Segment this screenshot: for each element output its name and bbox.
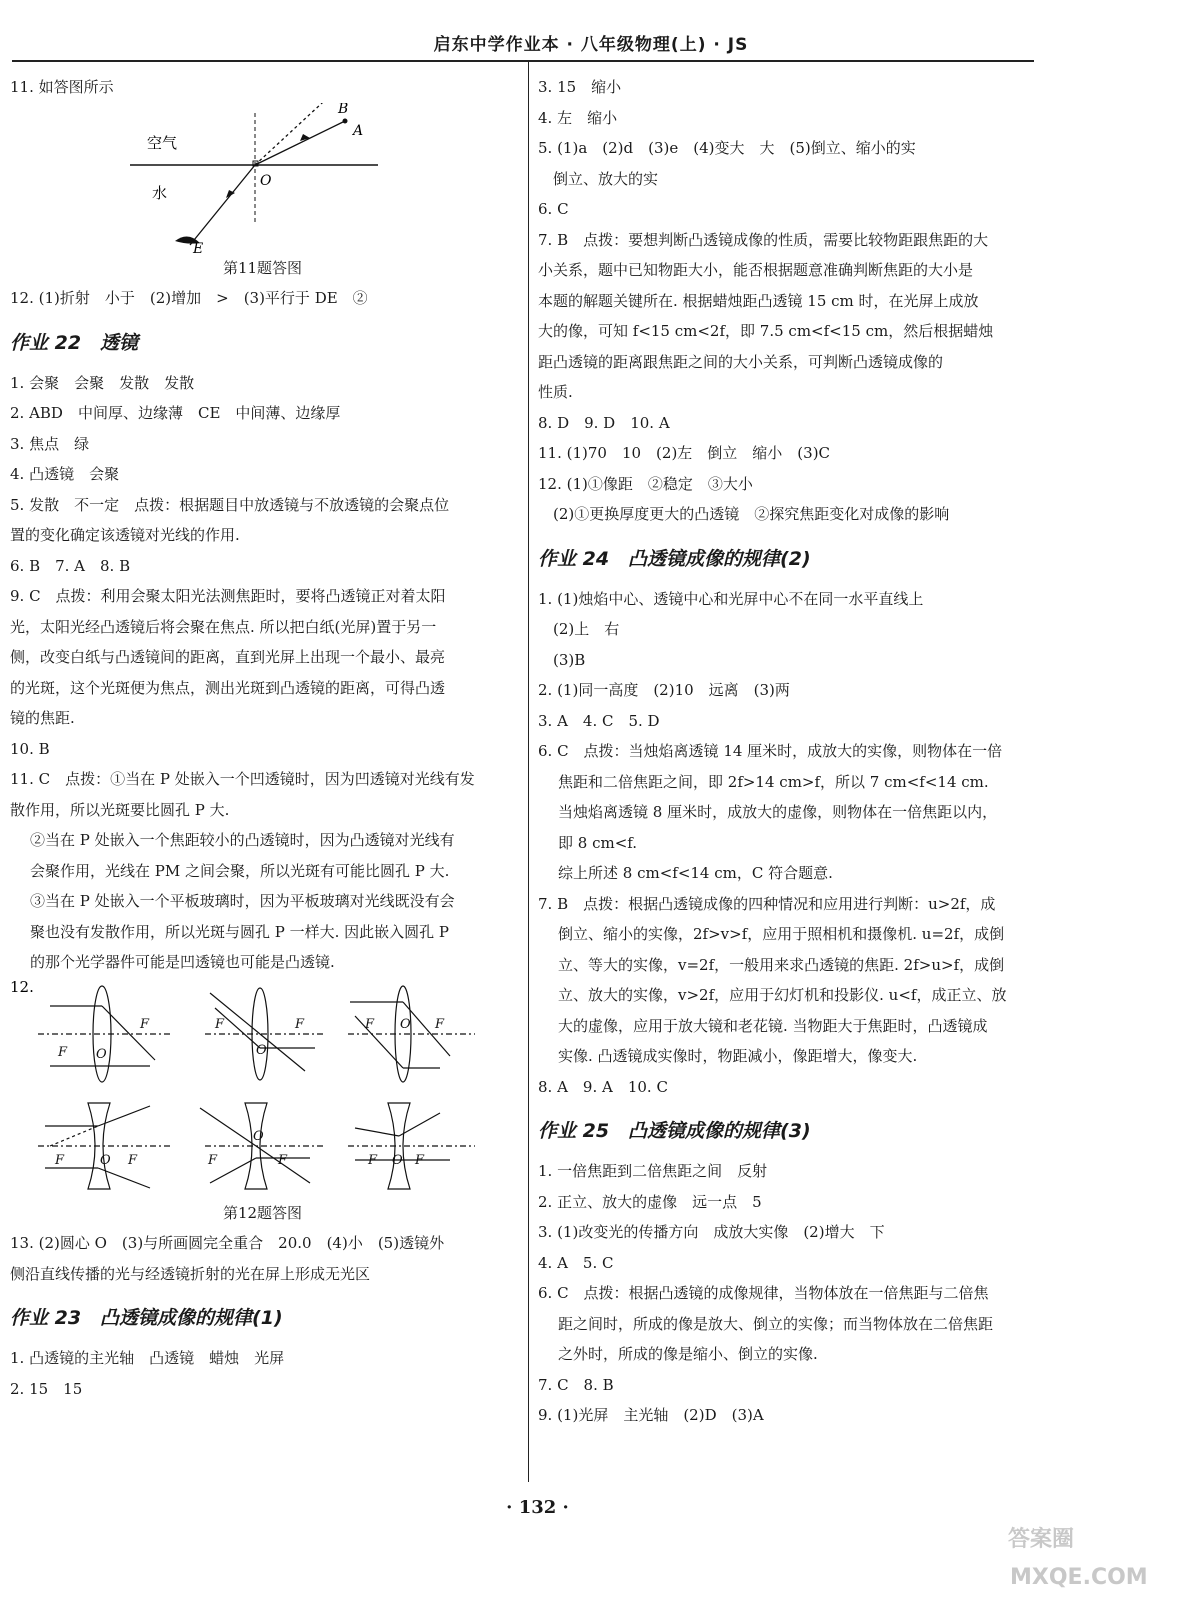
svg-text:O: O [100,1152,111,1168]
svg-text:O: O [253,1128,264,1144]
svg-text:F: F [368,1152,378,1168]
svg-text:F: F [140,1016,150,1032]
label-o: O [260,172,272,189]
s23b-line: 距凸透镜的距离跟焦距之间的大小关系，可判断凸透镜成像的 [538,352,944,371]
s25-line: 之外时，所成的像是缩小、倒立的实像. [558,1345,818,1363]
s22-line: 5. 发散 不一定 点拨：根据题目中放透镜与不放透镜的会聚点位 [10,495,450,514]
s23-line: 1. 凸透镜的主光轴 凸透镜 蜡烛 光屏 [10,1349,285,1367]
s22-line: 9. C 点拨：利用会聚太阳光法测焦距时，要将凸透镜正对着太阳 [10,587,446,605]
s24-line: 立、放大的实像，v>2f，应用于幻灯机和投影仪. u<f，成正立、放 [558,986,1007,1004]
q12-answer: 12. (1)折射 小于 (2)增加 > (3)平行于 DE ② [10,289,368,307]
s24-line: 大的虚像，应用于放大镜和老花镜. 当物距大于焦距时，凸透镜成 [558,1016,988,1035]
section-title-23: 作业 23 凸透镜成像的规律(1) [10,1307,283,1329]
s25-line: 2. 正立、放大的虚像 远一点 5 [538,1192,762,1211]
left-column [10,72,515,1404]
s22-line: 散作用，所以光斑要比圆孔 P 大. [10,800,230,819]
svg-text:F: F [128,1152,138,1168]
s22-line: 的光斑，这个光斑便为焦点，测出光斑到凸透镜的距离，可得凸透 [10,678,446,697]
svg-text:F: F [365,1016,375,1032]
s24-line: 当烛焰离透镜 8 厘米时，成放大的虚像，则物体在一倍焦距以内， [558,803,998,821]
s23b-line: 8. D 9. D 10. A [538,413,670,432]
label-b: B [338,102,349,117]
s25-line: 距之间时，所成的像是放大、倒立的实像；而当物体放在二倍焦距 [558,1314,994,1333]
s22-line: 侧，改变白纸与凸透镜间的距离，直到光屏上出现一个最小、最亮 [10,648,446,666]
svg-text:O: O [392,1152,403,1168]
s22-line: 镜的焦距. [10,709,75,727]
s23b-line: 3. 15 缩小 [538,78,622,96]
s25-line: 1. 一倍焦距到二倍焦距之间 反射 [538,1162,768,1180]
extension-ray-b [255,103,335,165]
s23b-line: 7. B 点拨：要想判断凸透镜成像的性质，需要比较物距跟焦距的大 [538,230,989,249]
s23b-line: 大的像，可知 f<15 cm<2f，即 7.5 cm<f<15 cm，然后根据蜡烛 [538,322,994,340]
q13-line: 13. (2)圆心 O (3)与所画圆完全重合 20.0 (4)小 (5)透镜外 [10,1234,445,1252]
svg-text:F: F [278,1152,288,1168]
s24-line: 实像. 凸透镜成实像时，物距减小，像距增大，像变大. [558,1047,918,1065]
s25-line: 4. A 5. C [538,1253,614,1272]
fig11-caption: 第11题答图 [222,258,303,277]
s25-line: 3. (1)改变光的传播方向 成放大实像 (2)增大 下 [538,1223,885,1241]
q11-intro: 11. 如答图所示 [10,78,114,96]
s24-line: 8. A 9. A 10. C [538,1077,668,1096]
refraction-diagram [10,103,515,253]
s24-line: 6. C 点拨：当烛焰离透镜 14 厘米时，成放大的实像，则物体在一倍 [538,742,1003,760]
s22-line: 4. 凸透镜 会聚 [10,465,120,483]
label-air: 空气 [147,133,178,152]
svg-text:O: O [256,1042,267,1058]
s23b-line: 11. (1)70 10 (2)左 倒立 缩小 (3)C [538,444,831,462]
page-header: 启东中学作业本 · 八年级物理(上) · JS [433,35,749,55]
svg-text:F: F [55,1152,65,1168]
s25-line: 9. (1)光屏 主光轴 (2)D (3)A [538,1406,764,1424]
s22-line: 10. B [10,739,50,758]
s22-indent-line: 聚也没有发散作用，所以光斑与圆孔 P 一样大. 因此嵌入圆孔 P [30,922,450,941]
page-number: · 132 · [506,1497,569,1518]
s23b-line: 性质. [538,383,573,401]
s23b-line: 本题的解题关键所在. 根据蜡烛距凸透镜 15 cm 时，在光屏上成放 [538,291,979,310]
svg-text:F: F [58,1044,68,1060]
convex-lens-2 [205,988,325,1080]
s24-line: (3)B [538,650,586,669]
right-column [538,72,1038,1431]
label-a: A [353,122,364,139]
concave-lens-2 [200,1103,325,1189]
s24-line: 综上所述 8 cm<f<14 cm，C 符合题意. [558,864,833,882]
s23-line: 2. 15 15 [10,1379,83,1398]
section-title-22: 作业 22 透镜 [10,331,139,354]
svg-text:F: F [435,1016,445,1032]
lens-diagrams [10,978,515,1198]
s22-line: 1. 会聚 会聚 发散 发散 [10,373,195,392]
s25-line: 7. C 8. B [538,1375,614,1394]
svg-text:F: F [208,1152,218,1168]
s24-line: (2)上 右 [538,620,620,638]
s22-line: 置的变化确定该透镜对光线的作用. [10,526,240,544]
s22-line: 光，太阳光经凸透镜后将会聚在焦点. 所以把白纸(光屏)置于另一 [10,617,437,636]
s23b-line: 4. 左 缩小 [538,108,618,127]
incident-ray [255,121,345,165]
svg-text:F: F [215,1016,225,1032]
s22-indent-line: 会聚作用，光线在 PM 之间会聚，所以光斑有可能比圆孔 P 大. [30,861,450,880]
s24-line: 3. A 4. C 5. D [538,711,660,730]
s22-line: 2. ABD 中间厚、边缘薄 CE 中间薄、边缘厚 [10,404,341,422]
s24-line: 焦距和二倍焦距之间，即 2f>14 cm>f，所以 7 cm<f<14 cm. [558,772,989,791]
q13-line: 侧沿直线传播的光与经透镜折射的光在屏上形成无光区 [10,1264,371,1283]
figure-12 [10,978,515,1198]
s22-line: 6. B 7. A 8. B [10,556,131,575]
convex-lens-3 [348,986,475,1082]
figure-11 [10,103,515,253]
convex-lens-1 [38,986,170,1082]
s24-line: 倒立、缩小的实像，2f>v>f，应用于照相机和摄像机. u=2f，成倒 [558,925,1005,943]
fig12-number: 12. [10,977,34,996]
svg-text:F: F [295,1016,305,1032]
s23b-line: 倒立、放大的实 [538,169,659,188]
s23b-line: 6. C [538,200,569,218]
s23b-line: (2)①更换厚度更大的凸透镜 ②探究焦距变化对成像的影响 [538,505,950,523]
watermark-title: 答案圈 [1008,1527,1075,1552]
s23b-line: 5. (1)a (2)d (3)e (4)变大 大 (5)倒立、缩小的实 [538,139,916,157]
refracted-ray [190,165,255,245]
section-title-25: 作业 25 凸透镜成像的规律(3) [538,1120,811,1142]
concave-lens-1 [38,1103,170,1189]
s24-line: 2. (1)同一高度 (2)10 远离 (3)两 [538,681,790,699]
s22-line: 11. C 点拨：①当在 P 处嵌入一个凹透镜时，因为凹透镜对光线有发 [10,770,475,788]
s24-line: 即 8 cm<f. [558,833,638,852]
s24-line: 立、等大的实像，v=2f，一般用来求凸透镜的焦距. 2f>u>f，成倒 [558,955,1005,974]
fig12-caption: 第12题答图 [222,1203,303,1222]
svg-text:F: F [415,1152,425,1168]
watermark-logo [1000,1508,1170,1596]
s22-line: 3. 焦点 绿 [10,434,90,453]
s23b-line: 小关系，题中已知物距大小，能否根据题意准确判断焦距的大小是 [538,261,974,279]
watermark-url: MXQE.COM [1010,1565,1148,1590]
s22-indent-line: ②当在 P 处嵌入一个焦距较小的凸透镜时，因为凸透镜对光线有 [30,831,455,849]
column-divider [528,62,529,1482]
fig12-labels [54,1017,445,1168]
concave-lens-3 [348,1103,475,1189]
header-rule [12,60,1034,62]
svg-text:O: O [400,1016,411,1032]
label-water: 水 [152,183,168,202]
section-title-24: 作业 24 凸透镜成像的规律(2) [538,547,811,570]
s23b-line: 12. (1)①像距 ②稳定 ③大小 [538,474,753,493]
s25-line: 6. C 点拨：根据凸透镜的成像规律，当物体放在一倍焦距与二倍焦 [538,1284,989,1302]
s24-line: 1. (1)烛焰中心、透镜中心和光屏中心不在同一水平直线上 [538,589,924,608]
label-e: E [193,240,204,253]
point-a [343,118,348,123]
s22-indent-line: 的那个光学器件可能是凹透镜也可能是凸透镜. [30,953,335,971]
svg-text:O: O [96,1046,107,1062]
s24-line: 7. B 点拨：根据凸透镜成像的四种情况和应用进行判断：u>2f，成 [538,894,996,913]
s22-indent-line: ③当在 P 处嵌入一个平板玻璃时，因为平板玻璃对光线既没有会 [30,892,455,910]
